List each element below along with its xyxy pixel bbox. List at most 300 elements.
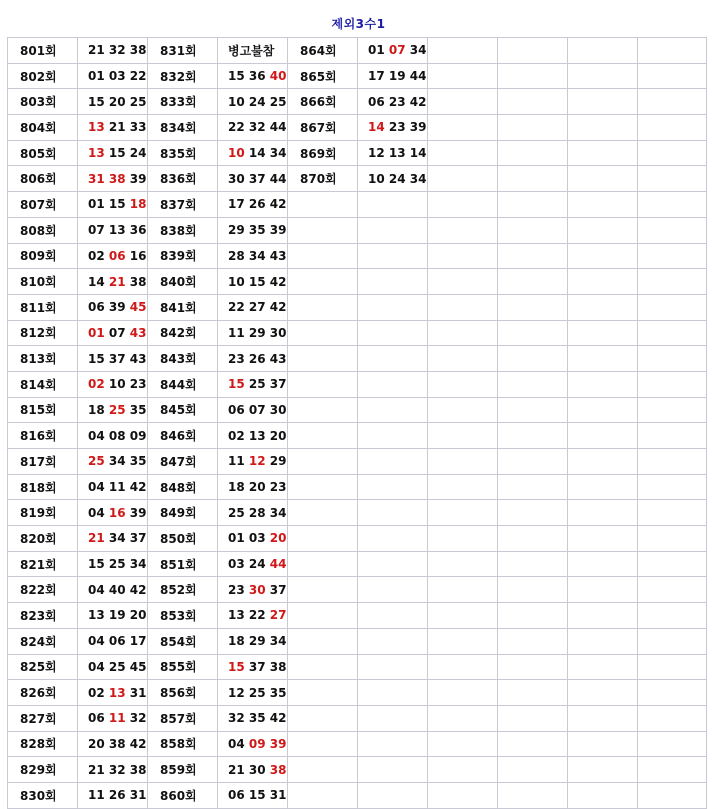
numbers-cell xyxy=(638,63,707,89)
round-cell: 847회 xyxy=(148,449,218,475)
round-cell: 870회 xyxy=(288,166,358,192)
numbers-cell xyxy=(218,654,288,680)
numbers-cell xyxy=(78,38,148,64)
number: 20 xyxy=(88,736,105,751)
number: 36 xyxy=(129,223,147,238)
number: 38 xyxy=(129,43,147,58)
round-cell xyxy=(568,89,638,115)
numbers-cell xyxy=(218,782,288,808)
round-cell xyxy=(288,397,358,423)
number: 13 xyxy=(228,608,245,623)
round-cell xyxy=(428,731,498,757)
numbers-cell xyxy=(78,140,148,166)
table-row xyxy=(8,63,707,89)
results-table xyxy=(7,37,707,809)
round-cell xyxy=(568,243,638,269)
numbers-cell xyxy=(638,449,707,475)
numbers-cell xyxy=(498,731,568,757)
number: 19 xyxy=(108,608,126,623)
numbers-cell xyxy=(218,217,288,243)
round-cell xyxy=(428,140,498,166)
numbers-cell xyxy=(78,577,148,603)
numbers-cell xyxy=(78,731,148,757)
round-cell xyxy=(288,474,358,500)
number: 44 xyxy=(269,120,287,135)
number: 32 xyxy=(108,762,126,777)
number: 42 xyxy=(129,480,147,495)
numbers-cell xyxy=(498,140,568,166)
number: 04 xyxy=(88,505,105,520)
round-cell xyxy=(568,577,638,603)
number: 34 xyxy=(248,248,266,263)
numbers-cell xyxy=(498,449,568,475)
numbers-cell xyxy=(498,115,568,141)
numbers-cell xyxy=(358,705,428,731)
number: 30 xyxy=(228,171,245,186)
round-cell xyxy=(428,371,498,397)
numbers-cell xyxy=(358,603,428,629)
number: 26 xyxy=(248,351,266,366)
round-cell xyxy=(568,526,638,552)
round-cell xyxy=(568,63,638,89)
round-cell xyxy=(568,397,638,423)
number: 15 xyxy=(88,351,105,366)
numbers-cell xyxy=(78,782,148,808)
number: 25 xyxy=(248,377,266,392)
round-cell: 824회 xyxy=(8,628,78,654)
number: 21 xyxy=(88,762,105,777)
number: 37 xyxy=(248,659,266,674)
numbers-cell xyxy=(498,346,568,372)
numbers-cell xyxy=(638,243,707,269)
number: 18 xyxy=(228,634,245,649)
numbers-cell xyxy=(78,680,148,706)
number: 31 xyxy=(129,788,147,803)
round-cell xyxy=(428,63,498,89)
numbers-cell xyxy=(78,551,148,577)
number: 10 xyxy=(108,377,126,392)
highlighted-number: 44 xyxy=(269,557,287,572)
number: 43 xyxy=(269,351,287,366)
number: 29 xyxy=(248,325,266,340)
round-cell: 866회 xyxy=(288,89,358,115)
round-cell: 832회 xyxy=(148,63,218,89)
numbers-cell xyxy=(78,526,148,552)
numbers-cell xyxy=(78,115,148,141)
round-cell xyxy=(288,217,358,243)
round-cell xyxy=(288,346,358,372)
numbers-cell xyxy=(218,269,288,295)
number: 20 xyxy=(269,428,287,443)
number: 01 xyxy=(228,531,245,546)
round-cell xyxy=(428,217,498,243)
table-row xyxy=(8,115,707,141)
round-cell: 849회 xyxy=(148,500,218,526)
number: 29 xyxy=(228,223,245,238)
page-title: 제외3수1 xyxy=(331,17,386,31)
number: 23 xyxy=(388,120,406,135)
number: 24 xyxy=(388,171,406,186)
numbers-cell xyxy=(358,782,428,808)
table-row xyxy=(8,371,707,397)
table-row xyxy=(8,320,707,346)
number: 25 xyxy=(269,94,287,109)
numbers-cell xyxy=(358,654,428,680)
number: 03 xyxy=(228,557,245,572)
round-cell xyxy=(428,526,498,552)
numbers-cell xyxy=(498,217,568,243)
number: 35 xyxy=(248,711,266,726)
numbers-cell xyxy=(218,294,288,320)
numbers-cell xyxy=(358,140,428,166)
number: 34 xyxy=(269,146,287,161)
round-cell: 821회 xyxy=(8,551,78,577)
round-cell xyxy=(288,371,358,397)
numbers-cell xyxy=(78,346,148,372)
numbers-cell xyxy=(638,757,707,783)
numbers-cell xyxy=(78,269,148,295)
round-cell xyxy=(288,705,358,731)
numbers-cell xyxy=(638,551,707,577)
round-cell xyxy=(288,757,358,783)
numbers-cell xyxy=(358,63,428,89)
round-cell: 829회 xyxy=(8,757,78,783)
numbers-cell xyxy=(218,449,288,475)
round-cell xyxy=(428,192,498,218)
numbers-cell xyxy=(218,603,288,629)
round-cell: 819회 xyxy=(8,500,78,526)
results-table-body xyxy=(8,38,707,809)
numbers-cell xyxy=(358,38,428,64)
round-cell xyxy=(428,89,498,115)
round-cell: 839회 xyxy=(148,243,218,269)
round-cell xyxy=(288,731,358,757)
numbers-cell xyxy=(78,628,148,654)
round-cell xyxy=(568,192,638,218)
numbers-cell xyxy=(498,526,568,552)
round-cell: 803회 xyxy=(8,89,78,115)
numbers-cell xyxy=(498,423,568,449)
numbers-cell xyxy=(78,500,148,526)
numbers-cell xyxy=(358,397,428,423)
numbers-cell: 병고불참 xyxy=(218,38,288,64)
round-cell: 833회 xyxy=(148,89,218,115)
round-cell xyxy=(288,243,358,269)
numbers-cell xyxy=(78,166,148,192)
round-cell: 814회 xyxy=(8,371,78,397)
number: 20 xyxy=(129,608,147,623)
numbers-cell xyxy=(358,577,428,603)
round-cell xyxy=(428,243,498,269)
numbers-cell xyxy=(78,371,148,397)
table-row xyxy=(8,397,707,423)
round-cell xyxy=(568,371,638,397)
round-cell: 812회 xyxy=(8,320,78,346)
round-cell: 825회 xyxy=(8,654,78,680)
highlighted-number: 11 xyxy=(108,711,126,726)
highlighted-number: 43 xyxy=(129,325,147,340)
number: 10 xyxy=(228,274,245,289)
round-cell: 841회 xyxy=(148,294,218,320)
highlighted-number: 40 xyxy=(269,69,287,84)
numbers-cell xyxy=(78,243,148,269)
highlighted-number: 10 xyxy=(228,146,245,161)
round-cell xyxy=(428,115,498,141)
highlighted-number: 25 xyxy=(108,402,126,417)
numbers-cell xyxy=(218,500,288,526)
round-cell: 853회 xyxy=(148,603,218,629)
round-cell xyxy=(568,680,638,706)
number: 39 xyxy=(269,223,287,238)
numbers-cell xyxy=(498,474,568,500)
table-row xyxy=(8,192,707,218)
number: 12 xyxy=(228,685,245,700)
numbers-cell xyxy=(498,705,568,731)
number: 13 xyxy=(248,428,266,443)
round-cell: 820회 xyxy=(8,526,78,552)
round-cell: 813회 xyxy=(8,346,78,372)
round-cell xyxy=(428,551,498,577)
number: 35 xyxy=(248,223,266,238)
numbers-cell xyxy=(498,269,568,295)
numbers-cell xyxy=(218,192,288,218)
round-cell: 842회 xyxy=(148,320,218,346)
highlighted-number: 27 xyxy=(269,608,287,623)
numbers-cell xyxy=(498,243,568,269)
highlighted-number: 13 xyxy=(88,146,105,161)
number: 23 xyxy=(228,351,245,366)
numbers-cell xyxy=(498,757,568,783)
number: 22 xyxy=(228,300,245,315)
number: 42 xyxy=(409,94,427,109)
numbers-cell xyxy=(358,166,428,192)
round-cell: 802회 xyxy=(8,63,78,89)
numbers-cell xyxy=(218,63,288,89)
number: 35 xyxy=(129,454,147,469)
round-cell xyxy=(428,680,498,706)
number: 34 xyxy=(269,634,287,649)
numbers-cell xyxy=(498,628,568,654)
numbers-cell xyxy=(218,115,288,141)
number: 07 xyxy=(88,223,105,238)
numbers-cell xyxy=(78,397,148,423)
number: 02 xyxy=(228,428,245,443)
numbers-cell xyxy=(78,757,148,783)
table-row xyxy=(8,346,707,372)
round-cell: 831회 xyxy=(148,38,218,64)
numbers-cell xyxy=(638,140,707,166)
round-cell: 835회 xyxy=(148,140,218,166)
number: 15 xyxy=(88,557,105,572)
round-cell xyxy=(428,474,498,500)
number: 32 xyxy=(108,43,126,58)
table-row xyxy=(8,654,707,680)
round-cell xyxy=(288,449,358,475)
table-row xyxy=(8,782,707,808)
number: 40 xyxy=(108,582,126,597)
round-cell xyxy=(428,500,498,526)
number: 10 xyxy=(368,171,385,186)
number: 43 xyxy=(129,351,147,366)
highlighted-number: 14 xyxy=(368,120,385,135)
number: 32 xyxy=(228,711,245,726)
number: 38 xyxy=(129,274,147,289)
number: 20 xyxy=(248,480,266,495)
numbers-cell xyxy=(638,731,707,757)
round-cell xyxy=(428,320,498,346)
numbers-cell xyxy=(218,423,288,449)
round-cell: 834회 xyxy=(148,115,218,141)
round-cell xyxy=(428,603,498,629)
highlighted-number: 06 xyxy=(108,248,126,263)
number: 14 xyxy=(248,146,266,161)
number: 17 xyxy=(228,197,245,212)
table-row xyxy=(8,38,707,64)
numbers-cell xyxy=(498,577,568,603)
numbers-cell xyxy=(498,500,568,526)
number: 22 xyxy=(248,608,266,623)
number: 36 xyxy=(248,69,266,84)
number: 44 xyxy=(269,171,287,186)
highlighted-number: 07 xyxy=(388,43,406,58)
number: 25 xyxy=(108,557,126,572)
number: 37 xyxy=(269,582,287,597)
numbers-cell xyxy=(638,526,707,552)
number: 43 xyxy=(269,248,287,263)
number: 25 xyxy=(108,659,126,674)
numbers-cell xyxy=(498,89,568,115)
round-cell: 811회 xyxy=(8,294,78,320)
number: 04 xyxy=(88,480,105,495)
round-cell xyxy=(568,731,638,757)
number: 13 xyxy=(108,223,126,238)
table-row xyxy=(8,423,707,449)
round-cell xyxy=(428,782,498,808)
number: 26 xyxy=(108,788,126,803)
numbers-cell xyxy=(498,654,568,680)
round-cell xyxy=(428,628,498,654)
number: 18 xyxy=(88,402,105,417)
number: 06 xyxy=(108,634,126,649)
numbers-cell xyxy=(78,63,148,89)
number: 31 xyxy=(269,788,287,803)
numbers-cell xyxy=(358,680,428,706)
round-cell: 854회 xyxy=(148,628,218,654)
number: 01 xyxy=(368,43,385,58)
number: 07 xyxy=(108,325,126,340)
round-cell xyxy=(428,166,498,192)
table-row xyxy=(8,166,707,192)
number: 11 xyxy=(88,788,105,803)
numbers-cell xyxy=(358,449,428,475)
round-cell: 859회 xyxy=(148,757,218,783)
numbers-cell xyxy=(638,217,707,243)
table-row xyxy=(8,449,707,475)
highlighted-number: 21 xyxy=(108,274,126,289)
numbers-cell xyxy=(218,680,288,706)
number: 32 xyxy=(248,120,266,135)
number: 23 xyxy=(228,582,245,597)
number: 15 xyxy=(228,69,245,84)
numbers-cell xyxy=(638,782,707,808)
round-cell xyxy=(428,757,498,783)
number: 39 xyxy=(129,171,147,186)
round-cell: 858회 xyxy=(148,731,218,757)
number: 42 xyxy=(269,300,287,315)
number: 19 xyxy=(388,69,406,84)
round-cell: 817회 xyxy=(8,449,78,475)
round-cell xyxy=(428,577,498,603)
number: 14 xyxy=(409,146,427,161)
numbers-cell xyxy=(78,423,148,449)
numbers-cell xyxy=(358,89,428,115)
number: 39 xyxy=(108,300,126,315)
numbers-cell xyxy=(358,526,428,552)
round-cell xyxy=(568,269,638,295)
numbers-cell xyxy=(638,38,707,64)
round-cell xyxy=(568,757,638,783)
round-cell xyxy=(568,654,638,680)
round-cell: 805회 xyxy=(8,140,78,166)
round-cell xyxy=(568,705,638,731)
numbers-cell xyxy=(638,603,707,629)
number: 06 xyxy=(88,711,105,726)
number: 39 xyxy=(129,505,147,520)
table-row xyxy=(8,628,707,654)
numbers-cell xyxy=(358,757,428,783)
numbers-cell xyxy=(218,320,288,346)
round-cell xyxy=(428,38,498,64)
round-cell xyxy=(288,423,358,449)
numbers-cell xyxy=(78,449,148,475)
number: 17 xyxy=(129,634,147,649)
round-cell xyxy=(568,449,638,475)
round-cell: 867회 xyxy=(288,115,358,141)
numbers-cell xyxy=(358,731,428,757)
number: 38 xyxy=(108,736,126,751)
highlighted-number: 31 xyxy=(88,171,105,186)
number: 06 xyxy=(88,300,105,315)
round-cell: 823회 xyxy=(8,603,78,629)
table-row xyxy=(8,269,707,295)
numbers-cell xyxy=(218,166,288,192)
round-cell: 816회 xyxy=(8,423,78,449)
number: 15 xyxy=(108,197,126,212)
number: 23 xyxy=(269,480,287,495)
numbers-cell xyxy=(218,346,288,372)
table-row xyxy=(8,217,707,243)
number: 16 xyxy=(129,248,147,263)
round-cell xyxy=(568,166,638,192)
number: 39 xyxy=(409,120,427,135)
number: 15 xyxy=(88,94,105,109)
round-cell: 826회 xyxy=(8,680,78,706)
number: 12 xyxy=(368,146,385,161)
round-cell: 869회 xyxy=(288,140,358,166)
highlighted-number: 12 xyxy=(248,454,266,469)
round-cell xyxy=(288,500,358,526)
number: 42 xyxy=(269,711,287,726)
round-cell xyxy=(568,346,638,372)
numbers-cell xyxy=(218,140,288,166)
round-cell xyxy=(428,423,498,449)
round-cell: 836회 xyxy=(148,166,218,192)
number: 11 xyxy=(228,454,245,469)
number: 34 xyxy=(108,531,126,546)
round-cell xyxy=(568,628,638,654)
numbers-cell xyxy=(358,217,428,243)
highlighted-number: 02 xyxy=(88,377,105,392)
